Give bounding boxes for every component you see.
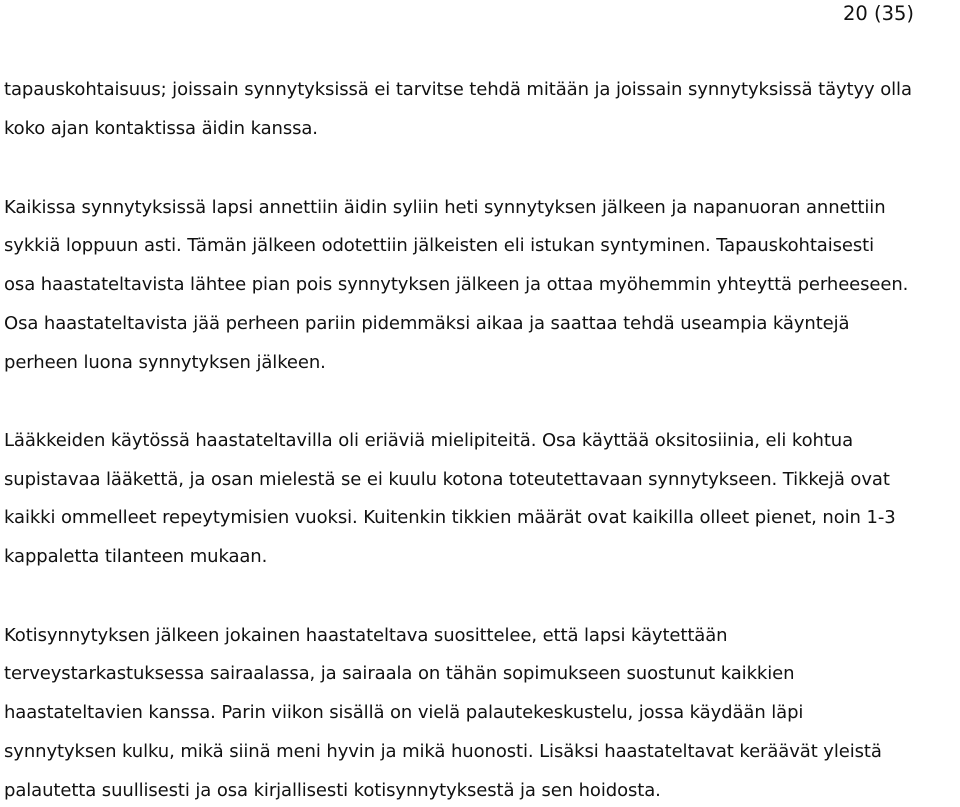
text-line: osa haastateltavista lähtee pian pois synnytyksen jälkeen ja ottaa myöhemmin yhteyttä perheeseen.	[4, 274, 909, 295]
text-line: synnytyksen kulku, mikä siinä meni hyvin ja mikä huonosti. Lisäksi haastateltavat keräävät yleistä	[4, 741, 882, 762]
text-line: Lääkkeiden käytössä haastateltavilla oli eriäviä mielipiteitä. Osa käyttää oksitosiinia, eli kohtua	[4, 430, 854, 451]
text-line: supistavaa lääkettä, ja osan mielestä se ei kuulu kotona toteutettavaan synnytykseen. Tikkejä ovat	[4, 469, 890, 490]
text-line: koko ajan kontaktissa äidin kanssa.	[4, 118, 318, 139]
page-number: 20 (35)	[842, 2, 914, 25]
text-line: palautetta suullisesti ja osa kirjallisesti kotisynnytyksestä ja sen hoidosta.	[4, 780, 661, 801]
text-line: Kaikissa synnytyksissä lapsi annettiin äidin syliin heti synnytyksen jälkeen ja napanuoran annettiin	[4, 197, 886, 218]
text-line: kaikki ommelleet repeytymisien vuoksi. Kuitenkin tikkien määrät ovat kaikilla olleet pienet, noin 1-3	[4, 507, 896, 528]
text-line: haastateltavien kanssa. Parin viikon sisällä on vielä palautekeskustelu, jossa käydään läpi	[4, 702, 804, 723]
text-line: terveystarkastuksessa sairaalassa, ja sairaala on tähän sopimukseen suostunut kaikkien	[4, 663, 795, 684]
text-line: tapauskohtaisuus; joissain synnytyksissä ei tarvitse tehdä mitään ja joissain synnytyksissä täytyy olla	[4, 79, 912, 100]
text-line: kappaletta tilanteen mukaan.	[4, 546, 268, 567]
text-line: Kotisynnytyksen jälkeen jokainen haastateltava suosittelee, että lapsi käytettään	[4, 625, 728, 646]
text-line: sykkiä loppuun asti. Tämän jälkeen odotettiin jälkeisten eli istukan syntyminen. Tapauskohtaisesti	[4, 235, 875, 256]
text-line: Osa haastateltavista jää perheen pariin pidemmäksi aikaa ja saattaa tehdä useampia käyntejä	[4, 313, 850, 334]
text-line: perheen luona synnytyksen jälkeen.	[4, 352, 326, 373]
